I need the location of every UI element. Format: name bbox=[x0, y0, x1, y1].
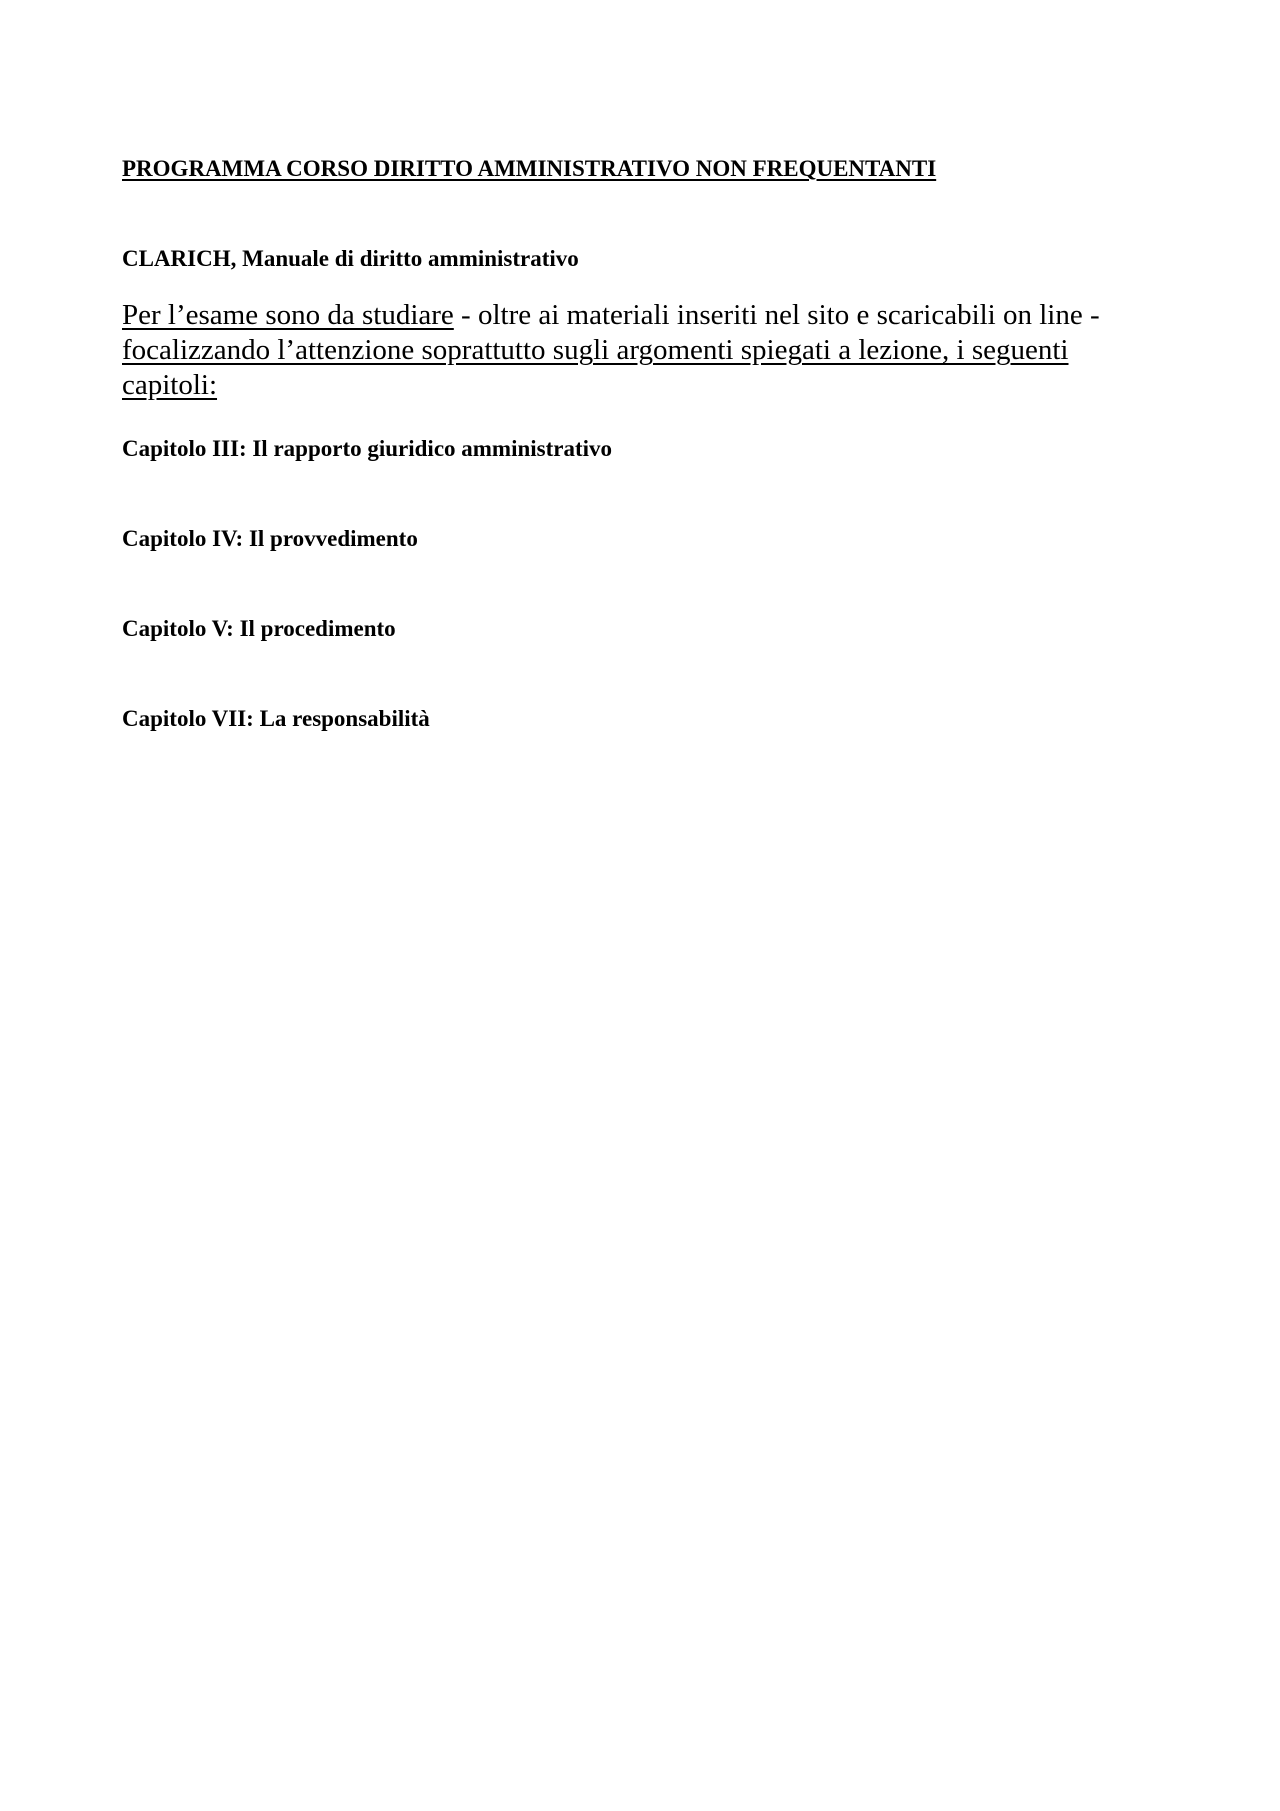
intro-underlined-start: Per l’esame sono da studiare bbox=[122, 299, 454, 331]
intro-underlined-end: focalizzando l’attenzione soprattutto sugli argomenti spiegati a lezione, i seguenti capitoli: bbox=[122, 334, 1069, 401]
document-title: PROGRAMMA CORSO DIRITTO AMMINISTRATIVO NON FREQUENTANTI bbox=[122, 156, 937, 181]
chapter-list bbox=[122, 434, 1162, 734]
chapter-item: Capitolo IV: Il provvedimento bbox=[122, 526, 418, 551]
chapter-item: Capitolo V: Il procedimento bbox=[122, 616, 396, 641]
intro-paragraph bbox=[122, 298, 1162, 403]
document-content bbox=[122, 154, 1162, 794]
textbook-reference: CLARICH, Manuale di diritto amministrativo bbox=[122, 246, 579, 271]
chapter-item: Capitolo III: Il rapporto giuridico amministrativo bbox=[122, 436, 613, 461]
intro-middle: - oltre ai materiali inseriti nel sito e scaricabili on line - bbox=[453, 299, 1100, 331]
chapter-item: Capitolo VII: La responsabilità bbox=[122, 706, 430, 731]
